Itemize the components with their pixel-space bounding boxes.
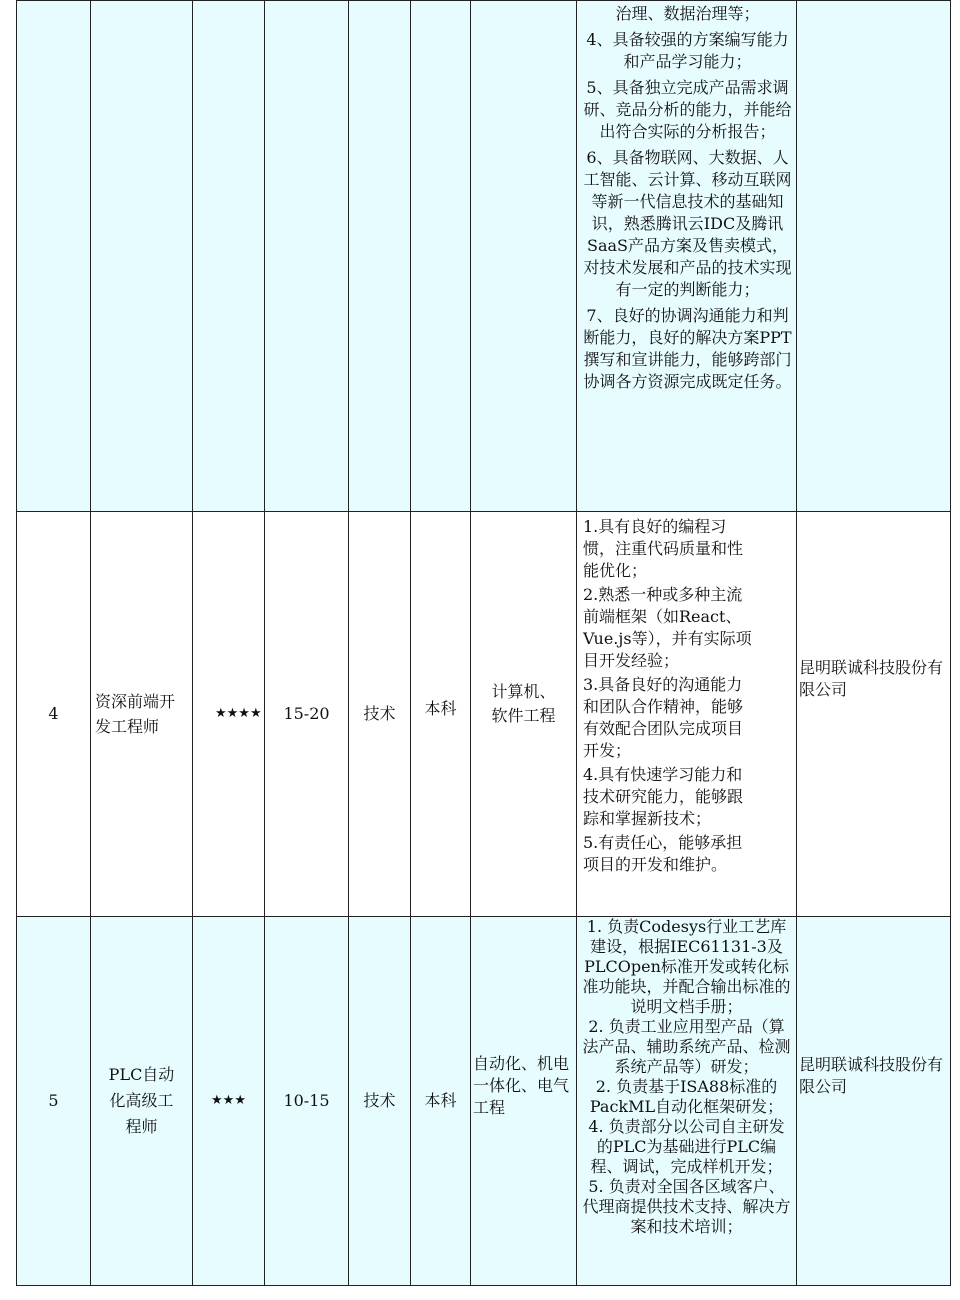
salary-cell — [265, 1, 349, 512]
salary-cell: 10-15 — [265, 917, 349, 1286]
requirement-item: 2.熟悉一种或多种主流前端框架（如React、Vue.js等），并有实际项目开发经验； — [583, 585, 752, 670]
requirement-item: 5、具备独立完成产品需求调研、竞品分析的能力，并能给出符合实际的分析报告； — [583, 78, 792, 141]
requirement-item: 2. 负责基于ISA88标准的PackML自动化框架研发； — [589, 1077, 784, 1116]
major-cell: 计算机、软件工程 — [471, 512, 577, 917]
stars-cell: ★★★★ — [193, 512, 265, 917]
requirement-item: 1.具有良好的编程习惯，注重代码质量和性能优化； — [583, 517, 744, 580]
requirement-item: 5.有责任心，能够承担项目的开发和维护。 — [583, 833, 743, 874]
requirement-item: 1. 负责Codesys行业工艺库建设，根据IEC61131-3及PLCOpen标准开发或转化标准功能块，并配合输出标准的说明文档手册； — [582, 917, 791, 1016]
category-cell: 技术 — [349, 512, 411, 917]
education-cell: 本科 — [411, 917, 471, 1286]
category-cell: 技术 — [349, 917, 411, 1286]
requirement-item: 4.具有快速学习能力和技术研究能力，能够跟踪和掌握新技术； — [583, 765, 744, 828]
requirement-item: 2. 负责工业应用型产品（算法产品、辅助系统产品、检测系统产品等）研发； — [582, 1017, 791, 1076]
requirement-item: 4、具备较强的方案编写能力和产品学习能力； — [586, 30, 789, 71]
requirement-item: 5. 负责对全国各区域客户、代理商提供技术支持、解决方案和技术培训； — [582, 1177, 791, 1236]
requirements-cell — [577, 917, 797, 1286]
index-cell — [17, 1, 91, 512]
table-row — [17, 1, 951, 512]
education-cell — [411, 1, 471, 512]
salary-cell: 15-20 — [265, 512, 349, 917]
requirement-item: 7、良好的协调沟通能力和判断能力，良好的解决方案PPT撰写和宣讲能力，能够跨部门协调各方资源完成既定任务。 — [583, 306, 792, 391]
requirement-item: 4. 负责部分以公司自主研发的PLC为基础进行PLC编程、调试，完成样机开发； — [588, 1117, 785, 1176]
requirements-cell — [577, 512, 797, 917]
stars-cell — [193, 1, 265, 512]
requirement-item: 6、具备物联网、大数据、人工智能、云计算、移动互联网等新一代信息技术的基础知识，熟悉腾讯云IDC及腾讯SaaS产品方案及售卖模式，对技术发展和产品的技术实现有一定的判断能力； — [583, 148, 792, 299]
title-cell — [91, 1, 193, 512]
company-cell: 昆明联诚科技股份有限公司 — [797, 917, 951, 1286]
title-cell: 资深前端开发工程师 — [91, 512, 193, 917]
stars-cell: ★★★ — [193, 917, 265, 1286]
major-cell: 自动化、机电一体化、电气工程 — [471, 917, 577, 1286]
company-cell — [797, 1, 951, 512]
education-cell: 本科 — [411, 512, 471, 917]
requirements-cell — [577, 1, 797, 512]
category-cell — [349, 1, 411, 512]
major-cell — [471, 1, 577, 512]
index-cell: 4 — [17, 512, 91, 917]
requirement-item: 治理、数据治理等； — [615, 4, 760, 23]
table-row — [17, 917, 951, 1286]
index-cell: 5 — [17, 917, 91, 1286]
requirement-item: 3.具备良好的沟通能力和团队合作精神，能够有效配合团队完成项目开发； — [583, 675, 744, 760]
table-row — [17, 512, 951, 917]
title-cell: PLC自动化高级工程师 — [91, 917, 193, 1286]
company-cell: 昆明联诚科技股份有限公司 — [797, 512, 951, 917]
job-table — [16, 0, 951, 1286]
